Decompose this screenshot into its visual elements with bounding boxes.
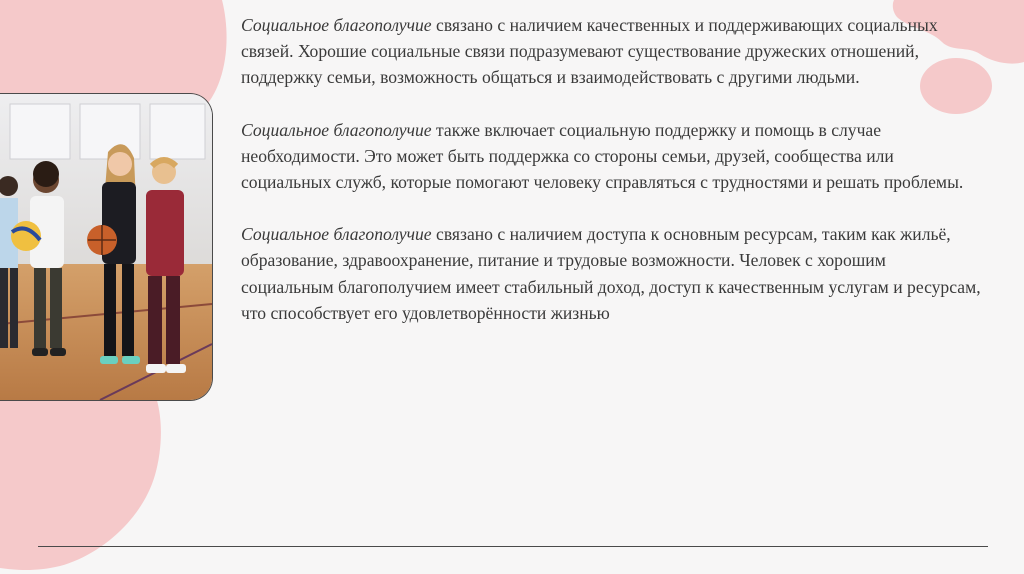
- paragraph-access-to-resources: [241, 221, 981, 326]
- paragraph-social-support: [241, 117, 981, 196]
- decorative-blob-bottom-left: [0, 380, 170, 574]
- children-gym-photo: [0, 94, 212, 400]
- children-gym-illustration: [0, 94, 212, 400]
- paragraph-body: связано с наличием качественных и поддерживающих социальных связей. Хорошие социальные связи подразумевают существование дружеских отношений, поддержку семьи, возможность общаться и взаимодействовать с другими людьми.: [241, 15, 938, 88]
- paragraph-body: также включает социальную поддержку и помощь в случае необходимости. Это может быть поддержка со стороны семьи, друзей, сообщества или социальных служб, которые помогают человеку справляться с трудностями и решать проблемы.: [241, 119, 964, 193]
- paragraph-lead: Социальное благополучие: [241, 224, 432, 245]
- paragraph-lead: Социальное благополучие: [241, 119, 432, 140]
- slide-body-text: [241, 12, 981, 352]
- paragraph-body: связано с наличием доступа к основным ресурсам, таким как жильё, образование, здравоохранение, питание и трудовые возможности. Человек с хорошим социальным благополучием имеет стабильный доход, доступ к качественным услугам и ресурсам, что способствует его удовлетворённости жизнью: [241, 224, 981, 323]
- paragraph-social-connections: [241, 12, 981, 91]
- footer-divider: [38, 546, 988, 547]
- paragraph-lead: Социальное благополучие: [241, 15, 432, 35]
